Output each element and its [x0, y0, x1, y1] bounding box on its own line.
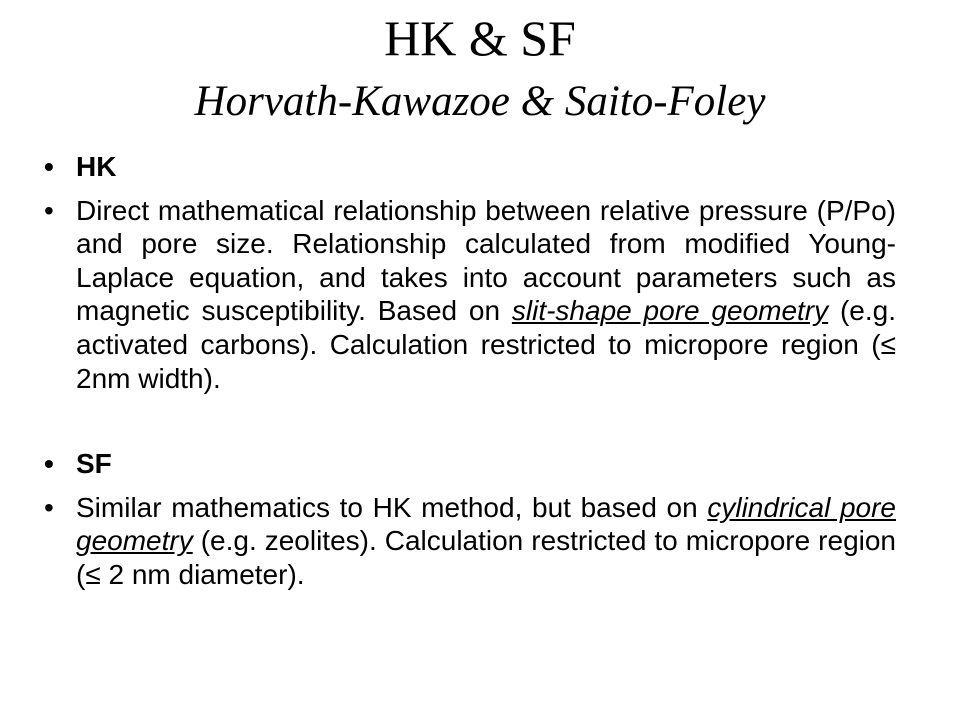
sf-text-3: 2 nm diameter). [100, 558, 305, 590]
sf-text-2: (e.g. zeolites). Calculation restricted to micropore region ( [76, 525, 896, 590]
bullet-hk-heading [44, 150, 896, 184]
slide-subtitle: Horvath-Kawazoe & Saito-Foley [194, 78, 766, 125]
spacer [44, 481, 896, 491]
hk-emphasis: slit-shape pore geometry [511, 295, 829, 327]
spacer [44, 395, 896, 447]
bullet-list [44, 150, 896, 592]
title-block [0, 4, 960, 132]
bullet-sf-heading [44, 447, 896, 481]
sf-emphasis: cylindrical pore geometry [76, 491, 896, 557]
bullet-hk-description [44, 194, 896, 396]
sf-heading: SF [76, 448, 112, 480]
hk-less-equal-symbol: ≤ [880, 328, 896, 360]
hk-text-1: Direct mathematical relationship between relative pressure (P/Po) and pore size. Relationship calculated from modified Young-Laplace equation, and takes into account parameters such as magnetic susceptibility. Based on [76, 194, 896, 327]
slide-title: HK & SF [384, 10, 576, 66]
sf-text-1: Similar mathematics to HK method, but based on [76, 491, 708, 523]
hk-text-2: (e.g. activated carbons). Calculation restricted to micropore region ( [76, 295, 896, 360]
bullet-sf-description [44, 491, 896, 592]
hk-text-3: 2nm width). [76, 362, 221, 394]
spacer [44, 184, 896, 194]
hk-heading: HK [76, 151, 117, 182]
sf-less-equal-symbol: ≤ [85, 558, 101, 590]
